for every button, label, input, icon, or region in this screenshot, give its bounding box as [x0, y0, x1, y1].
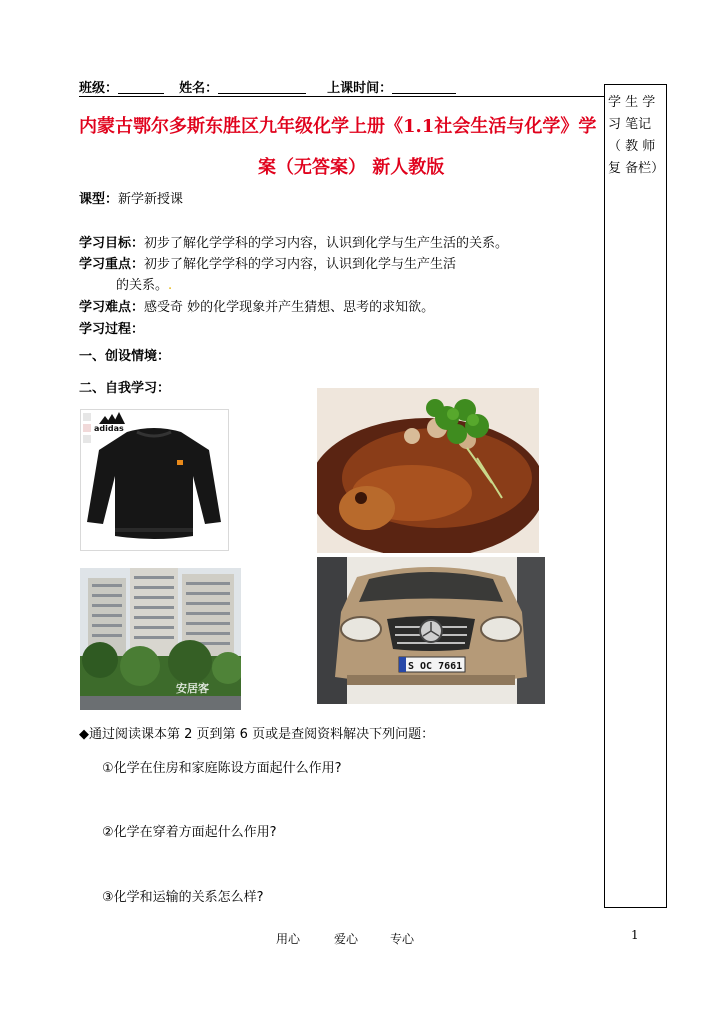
car-photo: [317, 557, 545, 704]
document-title-line1: 内蒙古鄂尔多斯东胜区九年级化学上册《1.1社会生活与化学》学: [79, 116, 597, 137]
sweater-photo: [80, 409, 229, 551]
header-rule: [79, 96, 604, 97]
footer-item-1: 用心: [276, 932, 301, 946]
document-title-line2: 案（无答案） 新人教版: [258, 157, 445, 178]
focus-label: 学习重点：: [79, 257, 145, 272]
class-blank: [118, 93, 164, 94]
goal-label: 学习目标：: [79, 236, 145, 251]
yellow-dot-mark: .: [168, 278, 173, 293]
page-number: 1: [631, 928, 639, 942]
footer-item-3: 专心: [390, 932, 415, 946]
process-label: 学习过程：: [79, 322, 145, 337]
name-blank: [218, 93, 306, 94]
lesson-type-label: 课型：: [79, 192, 119, 207]
learning-goal: [79, 232, 508, 251]
apartment-photo: [80, 568, 241, 710]
notes-sidebar-label: 学 生 学 习 笔记 （ 教 师 复 备栏）: [608, 95, 665, 176]
license-plate-text: S OC 7661: [408, 661, 463, 672]
question-3: ③化学和运输的关系怎么样?: [102, 890, 264, 905]
lesson-type-value: 新学新授课: [118, 192, 184, 207]
focus-text: 初步了解化学学科的学习内容，认识到化学与生产生活: [144, 257, 457, 272]
question-2: ②化学在穿着方面起什么作用?: [102, 825, 277, 840]
question-1: ①化学在住房和家庭陈设方面起什么作用?: [102, 761, 342, 776]
instruction-line: ◆通过阅读课本第 2 页到第 6 页或是查阅资料解决下列问题：: [79, 727, 435, 742]
difficulty-label: 学习难点：: [79, 300, 145, 315]
learning-focus: [79, 253, 456, 272]
section-heading-1: 一、创设情境：: [79, 349, 171, 364]
learning-focus-cont: [116, 274, 172, 293]
difficulty-text: 感受奇 妙的化学现象并产生猜想、思考的求知欲。: [144, 300, 435, 315]
time-label: 上课时间：: [327, 81, 393, 96]
fish-dish-photo: [317, 388, 539, 553]
header-fields: [79, 77, 456, 96]
brand-logo-text: adidas: [94, 424, 124, 433]
watermark-text: 安居客: [176, 682, 209, 695]
focus-text-cont: 的关系。: [116, 278, 169, 293]
footer-item-2: 爱心: [334, 932, 359, 946]
notes-sidebar: [604, 84, 667, 908]
learning-difficulty: [79, 296, 434, 315]
section-heading-2: 二、自我学习：: [79, 381, 171, 396]
lesson-type: [79, 188, 183, 207]
learning-process: [79, 318, 144, 337]
class-label: 班级：: [79, 81, 119, 96]
goal-text: 初步了解化学学科的学习内容，认识到化学与生产生活的关系。: [144, 236, 509, 251]
name-label: 姓名：: [179, 81, 219, 96]
time-blank: [392, 93, 456, 94]
